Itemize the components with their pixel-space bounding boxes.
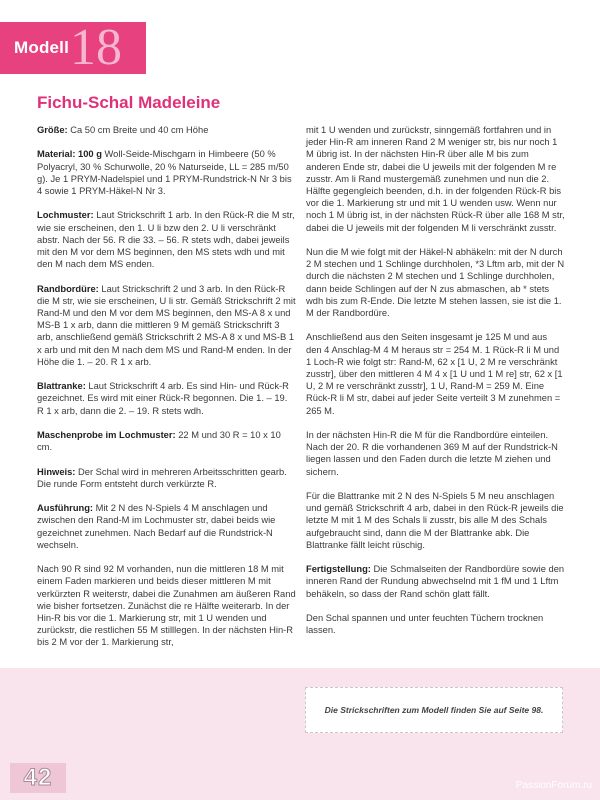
paragraph	[37, 380, 296, 417]
paragraph-label: Größe:	[37, 125, 68, 135]
left-column	[37, 124, 296, 661]
paragraph-label: Randbordüre:	[37, 283, 99, 294]
modell-label: Modell	[14, 38, 70, 57]
paragraph-label: Hinweis:	[37, 466, 76, 477]
right-column	[306, 124, 565, 649]
paragraph	[306, 246, 565, 319]
watermark: PassionForum.ru	[515, 780, 592, 791]
paragraph-text: Die Schmalseiten der Randbordüre sowie den inneren Rand der Rundung abwechselnd mit 1 fM und 1 Lftm behäkeln, so dass der Rand schön glatt fällt.	[306, 564, 565, 599]
paragraph-text: Nach 90 R sind 92 M vorhanden, nun die mittleren 18 M mit einem Faden markieren und beids dieser mittleren M mit verkürzten R weiterstr, dabei die Zunahmen am äußeren Rand wie bisher fortsetzen. Zunächst die re Hälfte weiterarb. In der Hin-R bis vor die 1. Markierung str, mit 1 U wenden und zurückstr, die restlichen 55 M stilllegen. In der nächsten Hin-R bis 2 M vor der 1. Markierung str,	[37, 564, 296, 648]
paragraph-text: mit 1 U wenden und zurückstr, sinngemäß fortfahren und in jeder Hin-R am inneren Rand 2 M weniger str, bis nur noch 1 M übrig ist. In der nächsten Hin-R über alle M bis zum anderen Ende str, dabei die U jeweils mit der folgenden M re zusstr. Am li Rand mustergemäß zunehmen und nun die 2. Hälfte gegengleich beenden, d.h. in der folgenden Rück-R bis vor die 1. Markierung str und mit 1 U wenden usw. Wenn nur noch 1 M übrig ist, in der nächsten Rück-R über alle 168 M str, dabei die U jeweils mit der folgenden M li verschränkt zusstr.	[306, 125, 565, 233]
paragraph	[306, 124, 565, 234]
paragraph-text: Mit 2 N des N-Spiels 4 M anschlagen und zwischen den Rand-M im Lochmuster str, dabei beids wie gezeichnet zunehmen. Nach Bedarf auf die Rundstrick-N wechseln.	[37, 503, 276, 550]
paragraph	[37, 563, 296, 648]
paragraph	[306, 490, 565, 551]
page-number: 42	[10, 763, 66, 793]
paragraph-text: Laut Strickschrift 2 und 3 arb. In den Rück-R die M str, wie sie erscheinen, U li str. Gemäß Strickschrift 2 mit Rand-M und den M vor dem MS beginnen, den MS-A 8 x und MS-B 1 x arb, dann die mittleren 9 M gemäß Strickschrift 3 arb, anschließend gemäß Strickschrift 2 MS-A 8 x und MS-B 1 x arb und mit den M nach dem MS und Rand-M enden. In der Höhe die 1. – 20. R 1 x arb.	[37, 283, 296, 367]
paragraph	[37, 283, 296, 368]
paragraph	[306, 612, 565, 636]
paragraph-text: 22 M und 30 R = 10 x 10 cm.	[37, 430, 281, 453]
chart-reference-note: Die Strickschriften zum Modell finden Sie auf Seite 98.	[305, 687, 563, 733]
paragraph-text: Laut Strickschrift 1 arb. In den Rück-R die M str, wie sie erscheinen, den 1. U li bzw den 2. U li verschränkt abstr. Nach der 56. R die 33. – 56. R stets wdh, dabei jeweils mit den M vor dem MS beginnen, den MS stets wdh und mit den M nach dem MS enden.	[37, 210, 295, 270]
paragraph	[37, 124, 296, 136]
paragraph-text: Woll-Seide-Mischgarn in Himbeere (50 % Polyacryl, 30 % Schurwolle, 20 % Naturseide, LL = 285 m/50 g). Je 1 PRYM-Nadelspiel und 1 PRYM-Rundstrick-N Nr 3 bis 4 sowie 1 PRYM-Häkel-N Nr 3.	[37, 149, 292, 196]
paragraph	[37, 502, 296, 551]
paragraph-text: In der nächsten Hin-R die M für die Randbordüre einteilen. Nach der 20. R die vorhandenen 369 M auf der Rundstrick-N liegen lassen und den Faden durch die letzte M ziehen und sichern.	[306, 430, 558, 477]
paragraph-text: Laut Strickschrift 4 arb. Es sind Hin- und Rück-R gezeichnet. Es wird mit einer Rück-R begonnen. Die 1. – 19. R 1 x arb, dann die 2. – 19. R stets wdh.	[37, 381, 289, 416]
paragraph-text: Für die Blattranke mit 2 N des N-Spiels 5 M neu anschlagen und gemäß Strickschrift 4 arb, dabei in den Rück-R jeweils die letzte M mit 1 M des Schals li zusstr, bis alle M des Schals aufgebraucht sind, dann die M der Blattranke abk. Die Blattranke fällt leicht rüschig.	[306, 491, 564, 550]
paragraph-text: Ca 50 cm Breite und 40 cm Höhe	[67, 125, 209, 135]
paragraph	[37, 429, 296, 453]
modell-badge	[0, 19, 146, 76]
paragraph-text: Der Schal wird in mehreren Arbeitsschritten gearb. Die runde Form entsteht durch verkürzte R.	[37, 466, 287, 489]
paragraph-text: Nun die M wie folgt mit der Häkel-N abhäkeln: mit der N durch 2 M stechen und 1 Schlinge durchholen, *3 Lftm arb, mit der N durch die nächsten 2 M stechen und 1 Schlinge durchholen, dann beide Schlingen auf der N zus abmaschen, ab * stets wdh bis zum R-Ende. Die letzte M stehen lassen, sie ist die 1. M der Randbordüre.	[306, 247, 565, 319]
paragraph-label: Fertigstellung:	[306, 564, 371, 575]
paragraph	[306, 331, 565, 416]
paragraph	[37, 209, 296, 270]
paragraph	[37, 148, 296, 197]
paragraph-label: Ausführung:	[37, 503, 94, 514]
paragraph-text: Den Schal spannen und unter feuchten Tüchern trocknen lassen.	[306, 613, 544, 636]
paragraph-label: Blattranke:	[37, 381, 86, 392]
paragraph	[37, 466, 296, 490]
paragraph	[306, 429, 565, 478]
paragraph	[306, 563, 565, 600]
modell-number: 18	[70, 19, 122, 76]
paragraph-label: Maschenprobe im Lochmuster:	[37, 430, 176, 440]
paragraph-text: Anschließend aus den Seiten insgesamt je 125 M und aus den 4 Anschlag-M 4 M heraus str = 254 M. 1 Rück-R li M und 1 Loch-R wie folgt str: Rand-M, 62 x [1 U, 2 M re verschränkt zusstr], über den mittleren 4 M 4 x [1 U und 1 M re] str, 62 x [1 U, 2 M re verschränkt zusstr], 1 U, Rand-M = 259 M. Eine Rück-R li M str, dabei auf jeder Seite verteilt 3 M zunehmen = 265 M.	[306, 332, 563, 416]
paragraph-label: Lochmuster:	[37, 210, 94, 221]
pattern-title: Fichu-Schal Madeleine	[37, 93, 221, 112]
paragraph-label: Material: 100 g	[37, 149, 102, 160]
